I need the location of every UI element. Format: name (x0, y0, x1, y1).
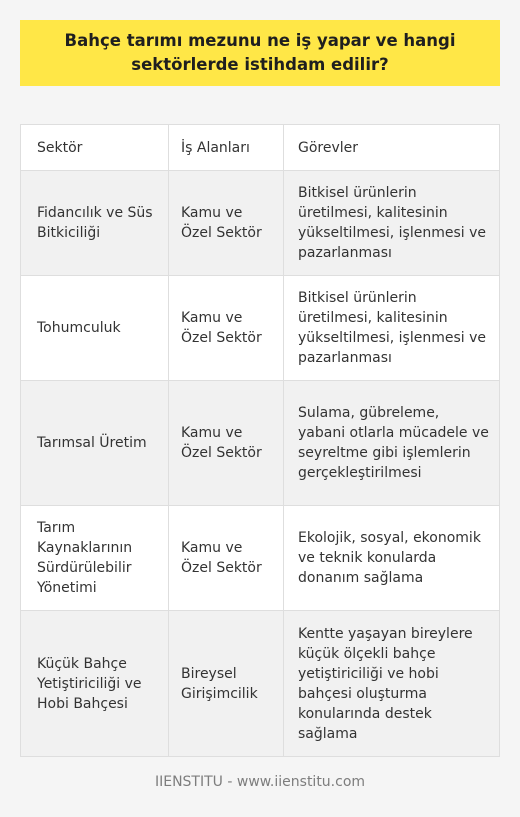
header-sector: Sektör (21, 125, 169, 170)
sector-cell: Tohumculuk (21, 276, 169, 380)
sector-cell: Küçük Bahçe Yetiştiriciliği ve Hobi Bahçesi (21, 611, 169, 756)
header-work-areas: İş Alanları (169, 125, 284, 170)
duties-cell: Bitkisel ürünlerin üretilmesi, kalitesinin yükseltilmesi, işlenmesi ve pazarlanması (298, 185, 487, 261)
page-title: Bahçe tarımı mezunu ne iş yapar ve hangi sektörlerde istihdam edilir? (64, 31, 456, 74)
work-area-cell: Kamu ve Özel Sektör (169, 276, 284, 380)
table-row (21, 171, 499, 276)
title-banner (20, 20, 500, 86)
duties-cell: Sulama, gübreleme, yabani otlarla mücadele ve seyreltme gibi işlemlerin gerçekleştirilmesi (298, 405, 489, 481)
work-area-cell: Kamu ve Özel Sektör (169, 506, 284, 610)
footer-credit: IIENSTITU - www.iienstitu.com (154, 774, 366, 790)
work-area-cell: Kamu ve Özel Sektör (169, 171, 284, 275)
sector-cell: Tarımsal Üretim (21, 381, 169, 505)
work-area-cell: Kamu ve Özel Sektör (169, 381, 284, 505)
work-area-cell: Bireysel Girişimcilik (169, 611, 284, 756)
sector-cell: Fidancılık ve Süs Bitkiciliği (21, 171, 169, 275)
table-row (21, 381, 499, 506)
sector-cell: Tarım Kaynaklarının Sürdürülebilir Yönetimi (21, 506, 169, 610)
duties-cell: Ekolojik, sosyal, ekonomik ve teknik konularda donanım sağlama (298, 530, 481, 586)
sector-table (20, 124, 500, 757)
table-row (21, 276, 499, 381)
header-duties: Görevler (298, 139, 359, 156)
duties-cell: Kentte yaşayan bireylere küçük ölçekli bahçe yetiştiriciliği ve hobi bahçesi oluşturma konularında destek sağlama (298, 625, 473, 742)
duties-cell: Bitkisel ürünlerin üretilmesi, kalitesinin yükseltilmesi, işlenmesi ve pazarlanması (298, 290, 487, 366)
table-header-row (21, 125, 499, 171)
table-row (21, 611, 499, 756)
table-row (21, 506, 499, 611)
